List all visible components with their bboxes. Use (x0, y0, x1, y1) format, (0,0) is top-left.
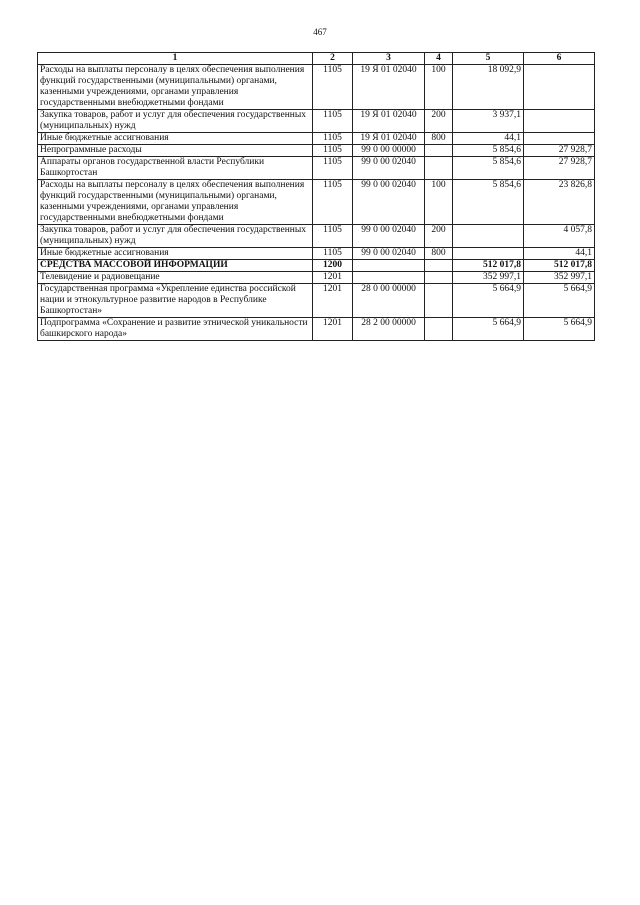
column-header: 6 (524, 53, 595, 65)
column-header: 3 (353, 53, 425, 65)
row-sum2-cell: 5 664,9 (524, 318, 595, 341)
row-sum1-cell: 5 854,6 (453, 145, 524, 157)
row-sum1-cell: 44,1 (453, 133, 524, 145)
row-section-cell: 1200 (313, 260, 353, 272)
row-type-cell: 800 (425, 133, 453, 145)
row-type-cell: 800 (425, 248, 453, 260)
row-section-cell: 1105 (313, 225, 353, 248)
row-section-cell: 1201 (313, 272, 353, 284)
row-target-cell: 28 0 00 00000 (353, 284, 425, 318)
row-sum2-cell: 512 017,8 (524, 260, 595, 272)
row-name-cell: Иные бюджетные ассигнования (38, 133, 313, 145)
page-number: 467 (313, 27, 327, 37)
table-row (38, 157, 595, 180)
table-header-row (38, 53, 595, 65)
row-sum2-cell: 5 664,9 (524, 284, 595, 318)
table-row (38, 110, 595, 133)
row-target-cell: 28 2 00 00000 (353, 318, 425, 341)
row-section-cell: 1105 (313, 110, 353, 133)
row-sum2-cell (524, 110, 595, 133)
row-sum2-cell: 27 928,7 (524, 157, 595, 180)
row-section-cell: 1105 (313, 145, 353, 157)
row-section-cell: 1105 (313, 133, 353, 145)
row-name-cell: Расходы на выплаты персоналу в целях обеспечения выполнения функций государственными (муниципальными) органами, казенными учреждениями, органами управления государственными внебюджетными фондами (38, 65, 313, 110)
row-target-cell: 19 Я 01 02040 (353, 110, 425, 133)
row-sum1-cell: 5 854,6 (453, 157, 524, 180)
row-sum2-cell (524, 133, 595, 145)
row-name-cell: Аппараты органов государственной власти Республики Башкортостан (38, 157, 313, 180)
row-sum1-cell: 5 664,9 (453, 318, 524, 341)
row-section-cell: 1105 (313, 157, 353, 180)
table-row (38, 65, 595, 110)
row-target-cell (353, 260, 425, 272)
row-name-cell: Закупка товаров, работ и услуг для обеспечения государственных (муниципальных) нужд (38, 110, 313, 133)
table-row (38, 180, 595, 225)
row-target-cell: 99 0 00 02040 (353, 248, 425, 260)
table-row (38, 260, 595, 272)
row-name-cell: Подпрограмма «Сохранение и развитие этнической уникальности башкирского народа» (38, 318, 313, 341)
row-name-cell: Закупка товаров, работ и услуг для обеспечения государственных (муниципальных) нужд (38, 225, 313, 248)
row-target-cell: 19 Я 01 02040 (353, 65, 425, 110)
row-target-cell: 99 0 00 02040 (353, 225, 425, 248)
row-name-cell: Государственная программа «Укрепление единства российской нации и этнокультурное развитие народов в Республике Башкортостан» (38, 284, 313, 318)
table-row (38, 145, 595, 157)
row-type-cell (425, 157, 453, 180)
budget-table (37, 52, 595, 341)
table-row (38, 272, 595, 284)
row-sum1-cell (453, 225, 524, 248)
row-target-cell: 19 Я 01 02040 (353, 133, 425, 145)
row-section-cell: 1105 (313, 65, 353, 110)
row-name-cell: Непрограммные расходы (38, 145, 313, 157)
row-sum2-cell (524, 65, 595, 110)
table-row (38, 225, 595, 248)
row-target-cell (353, 272, 425, 284)
row-type-cell: 200 (425, 110, 453, 133)
row-sum1-cell: 5 664,9 (453, 284, 524, 318)
row-sum1-cell: 3 937,1 (453, 110, 524, 133)
row-section-cell: 1105 (313, 248, 353, 260)
row-sum2-cell: 23 826,8 (524, 180, 595, 225)
row-sum1-cell: 512 017,8 (453, 260, 524, 272)
row-type-cell: 100 (425, 180, 453, 225)
row-name-cell: Иные бюджетные ассигнования (38, 248, 313, 260)
table-row (38, 133, 595, 145)
row-type-cell (425, 284, 453, 318)
row-name-cell: Телевидение и радиовещание (38, 272, 313, 284)
row-sum1-cell: 18 092,9 (453, 65, 524, 110)
row-name-cell: Расходы на выплаты персоналу в целях обеспечения выполнения функций государственными (муниципальными) органами, казенными учреждениями, органами управления государственными внебюджетными фондами (38, 180, 313, 225)
row-sum1-cell: 5 854,6 (453, 180, 524, 225)
row-type-cell (425, 318, 453, 341)
row-sum2-cell: 27 928,7 (524, 145, 595, 157)
row-section-cell: 1105 (313, 180, 353, 225)
column-header: 1 (38, 53, 313, 65)
row-sum2-cell: 352 997,1 (524, 272, 595, 284)
column-header: 5 (453, 53, 524, 65)
row-type-cell (425, 145, 453, 157)
table-row (38, 318, 595, 341)
row-section-cell: 1201 (313, 318, 353, 341)
column-header: 4 (425, 53, 453, 65)
row-sum2-cell: 44,1 (524, 248, 595, 260)
row-sum1-cell (453, 248, 524, 260)
row-target-cell: 99 0 00 02040 (353, 157, 425, 180)
row-type-cell: 100 (425, 65, 453, 110)
row-target-cell: 99 0 00 02040 (353, 180, 425, 225)
row-sum1-cell: 352 997,1 (453, 272, 524, 284)
row-sum2-cell: 4 057,8 (524, 225, 595, 248)
row-name-cell: СРЕДСТВА МАССОВОЙ ИНФОРМАЦИИ (38, 260, 313, 272)
row-section-cell: 1201 (313, 284, 353, 318)
table-row (38, 248, 595, 260)
row-type-cell (425, 272, 453, 284)
column-header: 2 (313, 53, 353, 65)
row-target-cell: 99 0 00 00000 (353, 145, 425, 157)
table-row (38, 284, 595, 318)
row-type-cell (425, 260, 453, 272)
row-type-cell: 200 (425, 225, 453, 248)
